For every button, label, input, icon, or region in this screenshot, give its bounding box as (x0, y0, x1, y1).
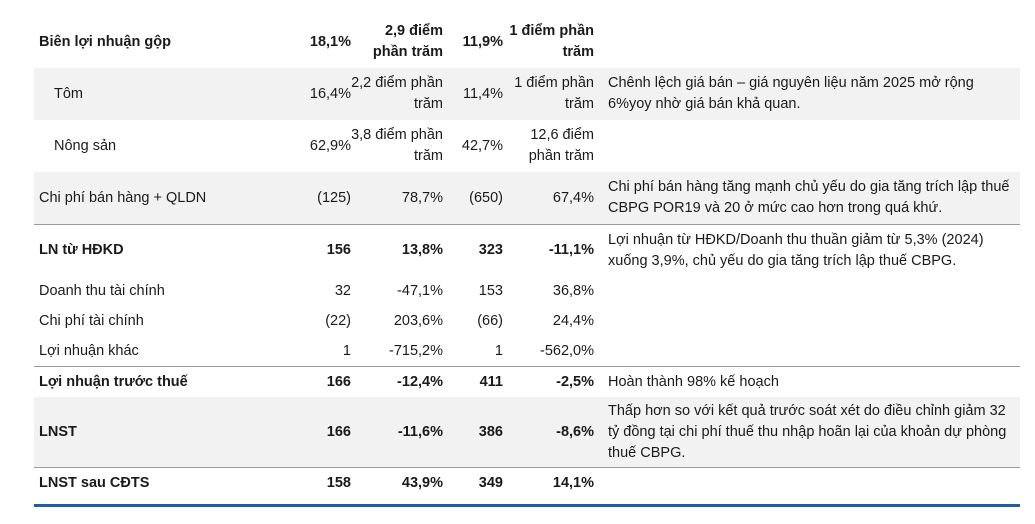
value-period-2: 1 (494, 342, 503, 359)
change-period-2: -11,1% (548, 242, 594, 258)
row-label: Tôm (54, 85, 83, 102)
table-row (34, 224, 1020, 276)
value-period-1: 62,9% (309, 137, 351, 154)
value-period-2: 411 (479, 373, 503, 390)
change-period-2: 67,4% (552, 189, 594, 206)
row-note: Lợi nhuận từ HĐKD/Doanh thu thuần giảm từ 5,3% (2024) xuống 3,9%, chủ yếu do gia tăng trích lập thuế CBPG. (608, 231, 984, 269)
change-period-1: 2,2 điểm phần trăm (351, 75, 443, 112)
change-period-1: 3,8 điểm phần trăm (351, 127, 443, 164)
value-period-2: (66) (477, 312, 503, 329)
value-period-2: (650) (469, 189, 503, 206)
change-period-1: 2,9 điểm phần trăm (372, 23, 443, 60)
financial-table (34, 16, 1020, 498)
row-label: Biên lợi nhuận gộp (39, 33, 171, 50)
table-row (34, 68, 1020, 120)
value-period-1: 166 (326, 423, 351, 440)
change-period-1: 78,7% (401, 189, 443, 206)
value-period-2: 11,4% (462, 85, 503, 102)
change-period-2: 1 điểm phần trăm (514, 75, 594, 112)
change-period-2: -8,6% (556, 423, 594, 440)
value-period-1: 16,4% (309, 85, 351, 102)
row-note: Chi phí bán hàng tăng mạnh chủ yếu do gia tăng trích lập thuế CBPG POR19 và 20 ở mức cao hơn trong quá khứ. (608, 179, 1010, 216)
value-period-2: 349 (478, 474, 503, 491)
value-period-1: 1 (342, 342, 351, 359)
value-period-1: 18,1% (309, 33, 351, 50)
table-row (34, 306, 1020, 336)
change-period-1: -47,1% (397, 282, 443, 299)
change-period-1: -11,6% (397, 423, 443, 440)
value-period-2: 11,9% (462, 33, 503, 50)
change-period-2: 36,8% (552, 282, 594, 299)
value-period-2: 42,7% (461, 137, 503, 154)
row-label: Doanh thu tài chính (39, 282, 165, 299)
table-row (34, 467, 1020, 498)
change-period-2: -2,5% (556, 373, 594, 390)
row-note: Hoàn thành 98% kế hoạch (608, 373, 779, 390)
table-row (34, 16, 1020, 68)
row-label: LNST (39, 423, 77, 440)
row-label: Nông sản (54, 137, 117, 154)
value-period-1: (125) (317, 189, 351, 206)
change-period-2: -562,0% (539, 342, 594, 359)
change-period-2: 1 điểm phần trăm (509, 23, 594, 60)
row-label: LNST sau CĐTS (39, 474, 150, 491)
table-row (34, 366, 1020, 397)
change-period-1: -715,2% (388, 342, 443, 359)
table-row (34, 336, 1020, 366)
value-period-1: 156 (326, 242, 351, 258)
value-period-1: 158 (326, 474, 351, 491)
change-period-1: 203,6% (393, 312, 443, 329)
change-period-1: 43,9% (401, 474, 443, 491)
value-period-1: 32 (334, 282, 351, 299)
table-row (34, 397, 1020, 467)
table-row (34, 276, 1020, 306)
value-period-2: 323 (478, 242, 503, 258)
change-period-1: 13,8% (401, 242, 443, 258)
change-period-2: 12,6 điểm phần trăm (528, 127, 594, 164)
row-label: LN từ HĐKD (39, 242, 124, 258)
value-period-1: 166 (326, 373, 351, 390)
row-label: Chi phí bán hàng + QLDN (39, 189, 207, 206)
change-period-2: 24,4% (552, 312, 594, 329)
table-row (34, 172, 1020, 224)
row-label: Chi phí tài chính (39, 312, 144, 329)
row-note: Chênh lệch giá bán – giá nguyên liệu năm 2025 mở rộng 6%yoy nhờ giá bán khả quan. (608, 75, 974, 112)
table-bottom-border (34, 504, 1020, 507)
change-period-2: 14,1% (552, 474, 594, 491)
value-period-2: 153 (478, 282, 503, 299)
row-label: Lợi nhuận trước thuế (39, 373, 188, 390)
value-period-1: (22) (325, 312, 351, 329)
row-label: Lợi nhuận khác (39, 342, 139, 359)
change-period-1: -12,4% (397, 373, 443, 390)
table-row (34, 120, 1020, 172)
row-note: Thấp hơn so với kết quả trước soát xét do điều chỉnh giảm 32 tỷ đồng tại chi phí thuế thu nhập hoãn lại của khoản dự phòng thuế CBPG. (608, 402, 1007, 461)
value-period-2: 386 (478, 423, 503, 440)
